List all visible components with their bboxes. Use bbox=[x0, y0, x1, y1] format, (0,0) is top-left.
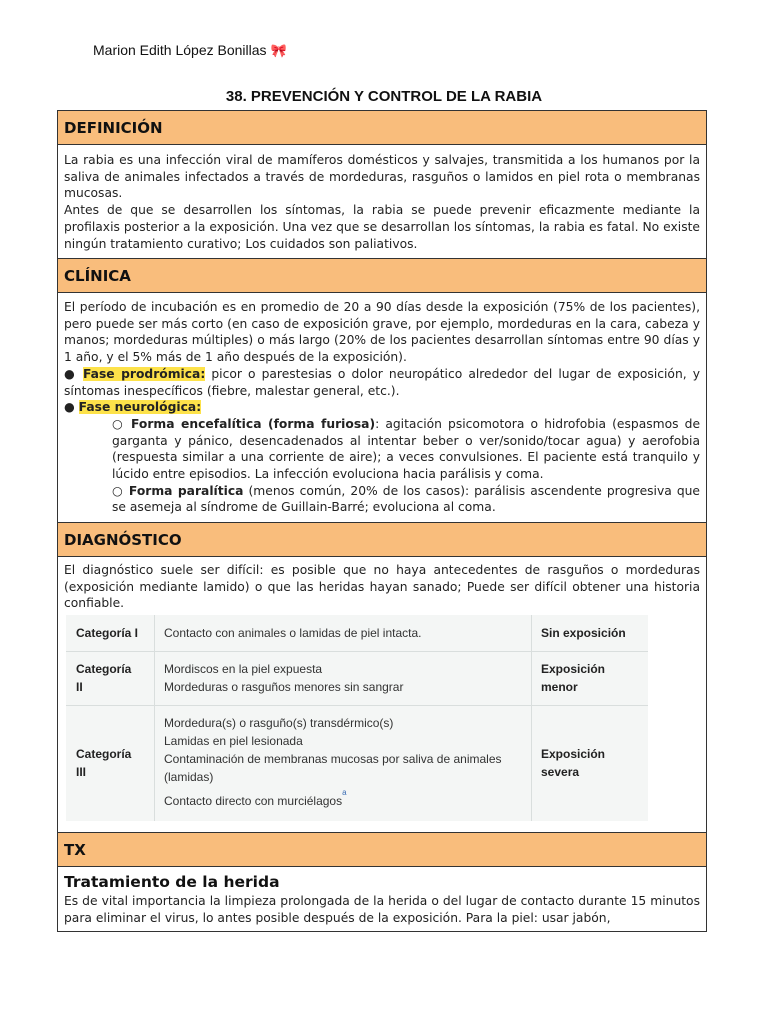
bullet-prodromica bbox=[64, 366, 700, 399]
table-row bbox=[66, 615, 648, 652]
subheading-tratamiento-herida: Tratamiento de la herida bbox=[64, 873, 280, 891]
section-header-clinica: CLÍNICA bbox=[58, 258, 706, 293]
section-header-tx: TX bbox=[58, 832, 706, 867]
description-cell bbox=[164, 660, 403, 696]
exposure-label: menor bbox=[541, 680, 578, 694]
exposure-category-table bbox=[66, 615, 648, 821]
definicion-paragraph-2: Antes de que se desarrollen los síntomas, la rabia se puede prevenir eficazmente mediante la profilaxis posterior a la exposición. Una vez que se desarrollan los síntomas, la rabia es fatal. No existe ningún tratamiento curativo; Los cuidados son paliativos. bbox=[64, 203, 700, 251]
description-cell bbox=[164, 714, 502, 812]
author-name bbox=[93, 42, 287, 59]
category-cell bbox=[76, 624, 138, 642]
sub-bullet-encefalitica bbox=[64, 416, 700, 483]
description-line: Mordiscos en la piel expuesta bbox=[164, 662, 323, 676]
definicion-body bbox=[64, 152, 700, 252]
description-line: Lamidas en piel lesionada bbox=[164, 734, 303, 748]
diagnostico-paragraph-1: El diagnóstico suele ser difícil: es posible que no haya antecedentes de rasguños o mordeduras (exposición mediante lamido) o que las heridas hayan sanado; Puede ser difícil obtener una historia confiable. bbox=[64, 563, 700, 611]
category-label: Categoría bbox=[76, 662, 132, 676]
description-line: Mordedura(s) o rasguño(s) transdérmico(s) bbox=[164, 716, 394, 730]
exposure-cell bbox=[541, 660, 605, 696]
circle-bullet-icon: ○ bbox=[112, 483, 124, 498]
exposure-label: Exposición bbox=[541, 662, 606, 676]
tx-paragraph-1: Es de vital importancia la limpieza prolongada de la herida o del lugar de contacto durante 15 minutos para eliminar el virus, lo antes posible después de la exposición. Para la piel: usar jabón, bbox=[64, 894, 700, 925]
section-header-definicion: DEFINICIÓN bbox=[58, 111, 706, 145]
content-table bbox=[57, 110, 707, 932]
label-forma-paralitica: Forma paralítica bbox=[128, 483, 244, 498]
clinica-paragraph-1: El período de incubación es en promedio de 20 a 90 días desde la exposición (75% de los pacientes), pero puede ser más corto (en caso de exposición grave, por ejemplo, mordeduras en la cara, cabeza y manos; mordeduras múltiples) o más largo (20% de los pacientes desarrollan síntomas entre 90 días y 1 año, y el 5% más de 1 año después de la exposición). bbox=[64, 300, 700, 365]
page-title: 38. PREVENCIÓN Y CONTROL DE LA RABIA bbox=[225, 88, 543, 105]
diagnostico-body bbox=[64, 562, 700, 612]
clinica-body bbox=[64, 299, 700, 516]
category-cell bbox=[76, 660, 131, 696]
description-line: Contacto directo con murciélagos bbox=[164, 794, 343, 808]
description-cell bbox=[164, 624, 421, 642]
description-line: (lamidas) bbox=[164, 770, 214, 784]
footnote-link[interactable]: a bbox=[342, 788, 347, 797]
text-forma-paralitica: (menos común, 20% de los casos): parálisis ascendente progresiva que se asemeja al síndrome de Guillain-Barré; evoluciona al coma. bbox=[112, 483, 700, 515]
circle-bullet-icon: ○ bbox=[112, 416, 125, 431]
description-line-footnoted bbox=[164, 788, 502, 812]
description-line: Mordeduras o rasguños menores sin sangrar bbox=[164, 680, 404, 694]
exposure-cell bbox=[541, 745, 605, 781]
category-label: III bbox=[76, 765, 87, 779]
exposure-label: Exposición bbox=[541, 747, 606, 761]
bullet-neurologica bbox=[64, 399, 700, 416]
definicion-paragraph-1: La rabia es una infección viral de mamíferos domésticos y salvajes, transmitida a los humanos por la saliva de animales infectados a través de mordeduras, rasguños o lamidos en piel rota o membranas mucosas. bbox=[64, 153, 700, 201]
category-label: Categoría bbox=[76, 747, 132, 761]
exposure-label: Sin exposición bbox=[541, 626, 626, 640]
description-line: Contaminación de membranas mucosas por saliva de animales bbox=[164, 752, 502, 766]
text-forma-encefalitica: : agitación psicomotora o hidrofobia (espasmos de garganta y pánico, desencadenados al intentar beber o ver/sonido/tocar agua) y aerofobia (respuesta similar a una corriente de aire); a veces convulsiones. El paciente está tranquilo y lúcido entre episodios. La infección evoluciona hacia parálisis y coma. bbox=[112, 416, 701, 482]
table-row bbox=[66, 705, 648, 821]
category-label: Categoría I bbox=[76, 626, 139, 640]
table-row bbox=[66, 651, 648, 706]
exposure-cell bbox=[541, 624, 626, 642]
description-line: Contacto con animales o lamidas de piel intacta. bbox=[164, 626, 422, 640]
author-text: Marion Edith López Bonillas bbox=[93, 42, 267, 58]
tx-body bbox=[64, 893, 700, 926]
ribbon-icon: 🎀 bbox=[270, 43, 287, 58]
section-header-diagnostico: DIAGNÓSTICO bbox=[58, 522, 706, 557]
category-label: II bbox=[76, 680, 83, 694]
bullet-icon: ● bbox=[64, 366, 77, 381]
label-forma-encefalitica: Forma encefalítica (forma furiosa) bbox=[131, 416, 376, 431]
text-fase-prodromica: picor o parestesias o dolor neuropático alrededor del lugar de exposición, y síntomas inespecíficos (fiebre, malestar general, etc.). bbox=[64, 366, 701, 398]
category-cell bbox=[76, 745, 131, 781]
label-fase-prodromica: Fase prodrómica: bbox=[83, 366, 206, 381]
exposure-label: severa bbox=[541, 765, 580, 779]
label-fase-neurologica: Fase neurológica: bbox=[78, 400, 202, 415]
bullet-icon: ● bbox=[64, 400, 75, 415]
sub-bullet-paralitica bbox=[64, 483, 700, 516]
